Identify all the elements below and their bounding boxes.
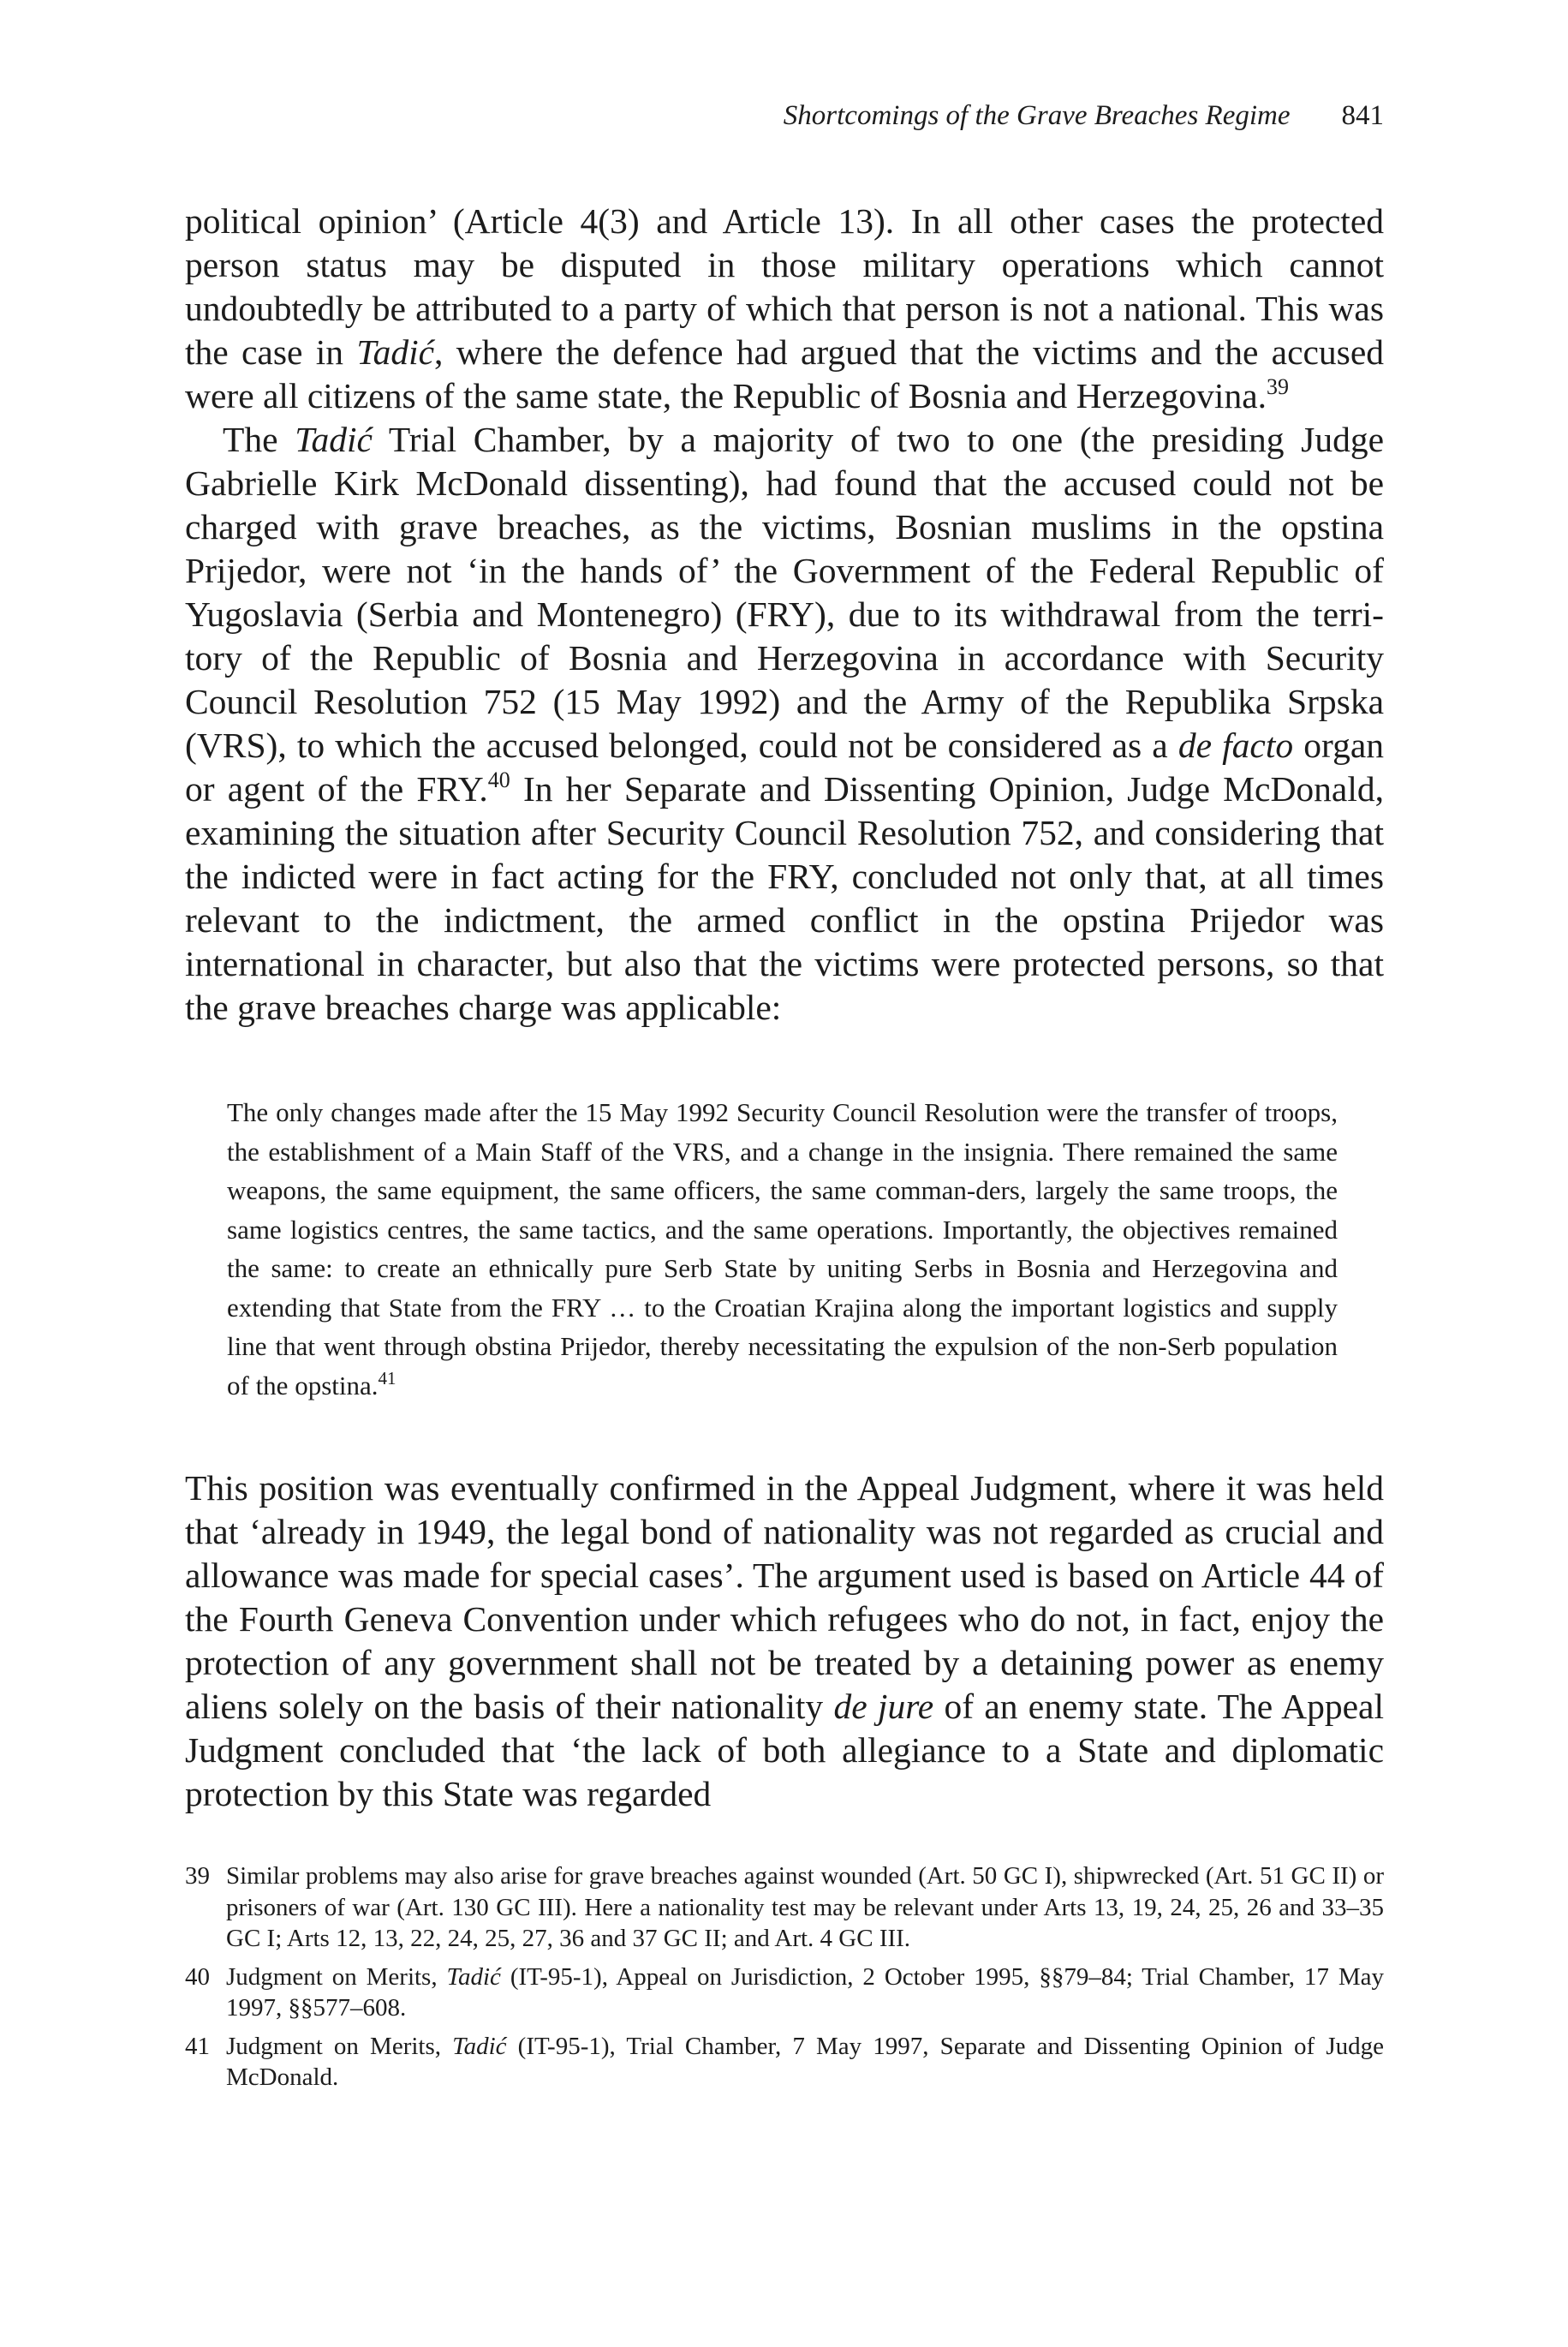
paragraph-2-text-mid: Trial Chamber, by a majority of two to one (the presiding Judge Gabrielle Kirk McDonald dissenting), had found that the accused could not be charged with grave breaches, as the victims, Bosnian muslims in the opstina Prijedor, were not ‘in the hands of’ the Government of the Federal Republic of Yugoslavia (Serbia and Montenegro) (FRY), due to its withdrawal from the terri-tory of the Republic of Bosnia and Herzegovina in accordance with Security Council Resolution 752 (15 May 1992) and the Army of the Republika Srpska (VRS), to which the accused belonged, could not be considered as a <box>185 420 1384 765</box>
footnote-text-end: (IT-95-1), Appeal on Jurisdiction, 2 October 1995, §§79–84; Trial Chamber, 17 May 1997, §§577–608. <box>226 1962 1384 2022</box>
footnotes <box>185 1860 1384 2100</box>
footnote-number: 40 <box>185 1962 210 1991</box>
paragraph-1 <box>185 200 1384 418</box>
paragraph-2-text-before-ref: organ or agent of the FRY. <box>185 726 1384 809</box>
paragraph-2 <box>185 418 1384 1030</box>
footnote-40 <box>185 1962 1384 2024</box>
footnote-number: 41 <box>185 2032 210 2060</box>
footnote-reference-40[interactable]: 40 <box>487 767 510 792</box>
footnote-text-start: Judgment on Merits, <box>226 2032 453 2060</box>
page-number: 841 <box>1341 100 1384 131</box>
latin-term: de facto <box>1177 726 1294 765</box>
footnote-number: 39 <box>185 1862 210 1890</box>
running-head <box>185 99 1384 133</box>
main-text <box>185 200 1384 1030</box>
footnote-text-end: (IT-95-1), Trial Chamber, 7 May 1997, Separate and Dissenting Opinion of Judge McDonald. <box>226 2032 1384 2091</box>
running-head-title: Shortcomings of the Grave Breaches Regime <box>783 100 1291 131</box>
footnote-reference-41[interactable]: 41 <box>378 1367 396 1388</box>
block-quotation-text: The only changes made after the 15 May 1992 Security Council Resolution were the transfer of troops, the establishment of a Main Staff of the VRS, and a change in the insignia. There remained the same weapons, the same equipment, the same officers, the same comman-ders, largely the same troops, the same logistics centres, the same tactics, and the same operations. Importantly, the objectives remained the same: to create an ethnically pure Serb State by uniting Serbs in Bosnia and Herzegovina and extending that State from the FRY … to the Croatian Krajina along the important logistics and supply line that went through obstina Prijedor, thereby necessitating the expulsion of the non-Serb population of the opstina. <box>227 1097 1338 1400</box>
block-quotation <box>227 1093 1338 1405</box>
paragraph-3-text: This position was eventually confirmed in the Appeal Judgment, where it was held that ‘already in 1949, the legal bond of nationality was not regarded as crucial and allowance was made for special cases’. The argument used is based on Article 44 of the Fourth Geneva Convention under which refugees who do not, in fact, enjoy the protection of any government shall not be treated by a detaining power as enemy aliens solely on the basis of their nationality <box>185 1468 1384 1726</box>
paragraph-1-text: political opinion’ (Article 4(3) and Article 13). In all other cases the protected person status may be disputed in those military operations which cannot undoubtedly be attributed to a party of which that person is not a national. This was the case in <box>185 201 1384 372</box>
paragraph-2-text-start: The <box>223 420 295 459</box>
footnote-text: Similar problems may also arise for grave breaches against wounded (Art. 50 GC I), shipwrecked (Art. 51 GC II) or prisoners of war (Art. 130 GC III). Here a nationality test may be relevant under Arts 13, 19, 24, 25, 26 and 33–35 GC I; Arts 12, 13, 22, 24, 25, 27, 36 and 37 GC II; and Art. 4 GC III. <box>226 1862 1384 1952</box>
paragraph-2-text-end: In her Separate and Dissenting Opinion, Judge McDonald, examining the situation after Security Council Resolution 752, and considering that the indicted were in fact acting for the FRY, concluded not only that, at all times relevant to the indictment, the armed conflict in the opstina Prijedor was international in character, but also that the victims were protected persons, so that the grave breaches charge was applicable: <box>185 769 1384 1027</box>
case-name: Tadić <box>452 2032 507 2060</box>
case-name: Tadić <box>356 332 435 372</box>
footnote-text-start: Judgment on Merits, <box>226 1962 447 1991</box>
footnote-reference-39[interactable]: 39 <box>1267 374 1289 399</box>
latin-term: de jure <box>833 1687 934 1726</box>
footnote-39 <box>185 1860 1384 1955</box>
paragraph-3 <box>185 1466 1384 1816</box>
case-name: Tadić <box>446 1962 501 1991</box>
case-name: Tadić <box>295 420 373 459</box>
paragraph-3-text-end: of an enemy state. The Appeal Judgment concluded that ‘the lack of both allegiance to a State and diplomatic protection by this State was regarded <box>185 1687 1384 1813</box>
footnote-41 <box>185 2031 1384 2093</box>
paragraph-1-text-after: , where the defence had argued that the victims and the accused were all citizens of the same state, the Republic of Bosnia and Herzegovina. <box>185 332 1384 415</box>
